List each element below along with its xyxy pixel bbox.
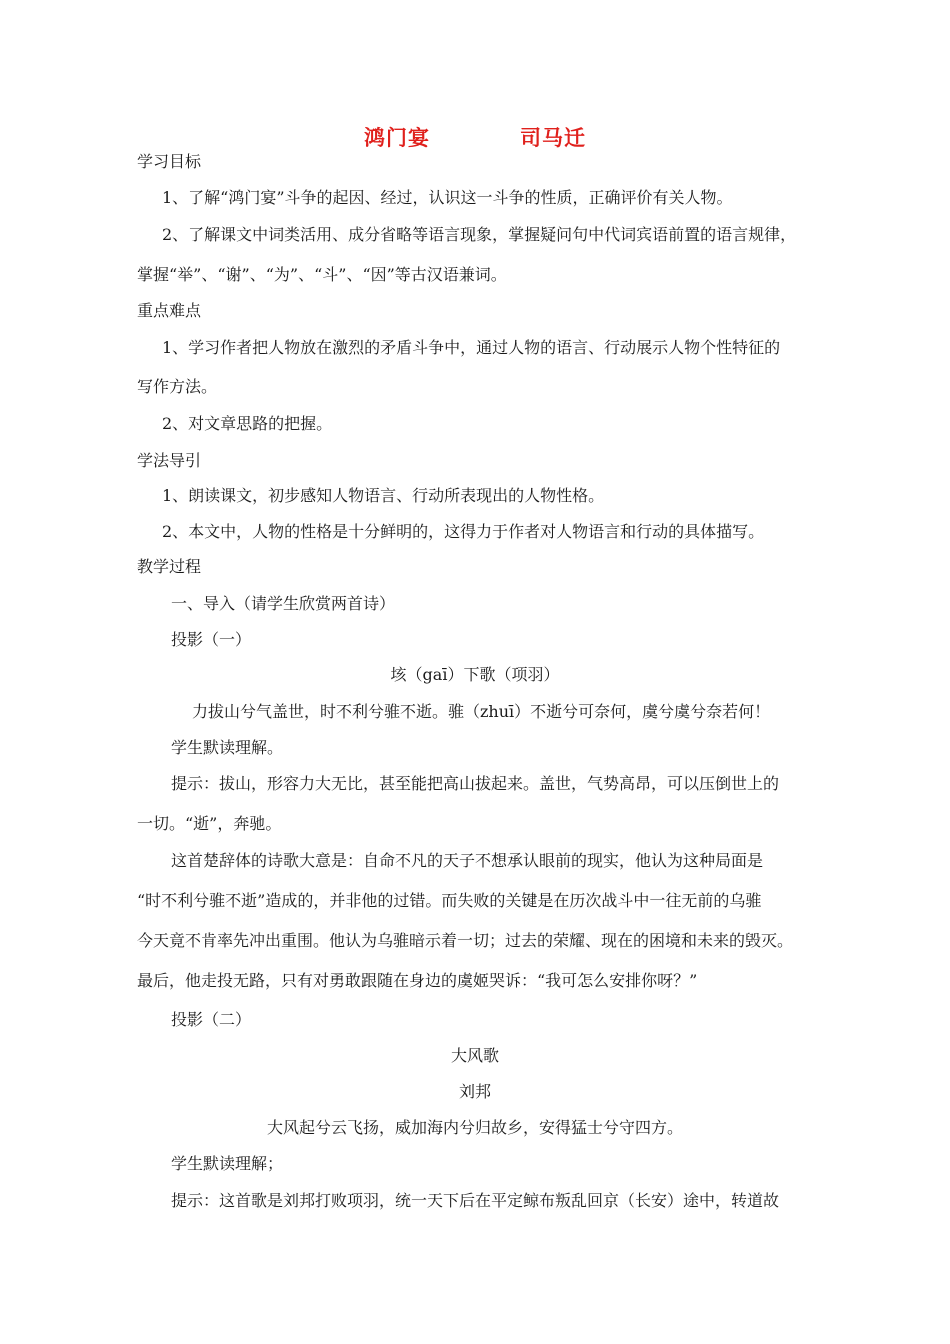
- section-heading-teaching-process: 教学过程: [137, 557, 202, 576]
- paragraph: 1、了解“鸿门宴”斗争的起因、经过，认识这一斗争的性质，正确评价有关人物。: [162, 188, 733, 207]
- paragraph: 掌握“举”、“谢”、“为”、“斗”、“因”等古汉语兼词。: [137, 265, 507, 284]
- paragraph: 1、学习作者把人物放在激烈的矛盾斗争中，通过人物的语言、行动展示人物个性特征的: [162, 338, 781, 357]
- paragraph: 写作方法。: [137, 377, 218, 396]
- section-heading-objectives: 学习目标: [137, 152, 202, 171]
- section-heading-study-guide: 学法导引: [137, 451, 202, 470]
- title-main: 鸿门宴: [364, 126, 430, 150]
- section-heading-key-points: 重点难点: [137, 301, 202, 320]
- document-title: [0, 122, 950, 152]
- paragraph: 投影（一）: [171, 630, 252, 649]
- paragraph: 学生默读理解；: [171, 1154, 284, 1173]
- paragraph: 一切。“逝”，奔驰。: [137, 814, 282, 833]
- paragraph: 今天竟不肯率先冲出重围。他认为乌骓暗示着一切；过去的荣耀、现在的困境和未来的毁灭。: [137, 931, 794, 950]
- poem-title: 大风歌: [450, 1046, 499, 1065]
- poem-title: 垓（gaī）下歌（项羽）: [390, 665, 560, 684]
- paragraph: 最后，他走投无路，只有对勇敢跟随在身边的虞姬哭诉：“我可怎么安排你呀？”: [137, 971, 698, 990]
- poem-text: 大风起兮云飞扬，威加海内兮归故乡，安得猛士兮守四方。: [266, 1118, 683, 1137]
- paragraph: 2、对文章思路的把握。: [162, 414, 333, 433]
- paragraph: 2、了解课文中词类活用、成分省略等语言现象，掌握疑问句中代词宾语前置的语言规律，: [162, 225, 797, 244]
- paragraph: 2、本文中，人物的性格是十分鲜明的，这得力于作者对人物语言和行动的具体描写。: [162, 522, 765, 541]
- paragraph: 提示：拔山，形容力大无比，甚至能把高山拔起来。盖世，气势高昂，可以压倒世上的: [171, 774, 780, 793]
- paragraph: “时不利兮骓不逝”造成的，并非他的过错。而失败的关键是在历次战斗中一往无前的乌骓: [137, 891, 762, 910]
- poem-text: 力拔山兮气盖世，时不利兮骓不逝。骓（zhuī）不逝兮可奈何，虞兮虞兮奈若何！: [192, 702, 771, 721]
- paragraph: 提示：这首歌是刘邦打败项羽，统一天下后在平定鲸布叛乱回京（长安）途中，转道故: [171, 1191, 780, 1210]
- paragraph: 投影（二）: [171, 1010, 252, 1029]
- paragraph: 1、朗读课文，初步感知人物语言、行动所表现出的人物性格。: [162, 486, 605, 505]
- poem-author: 刘邦: [458, 1082, 491, 1101]
- paragraph: 这首楚辞体的诗歌大意是：自命不凡的天子不想承认眼前的现实，他认为这种局面是: [171, 851, 764, 870]
- paragraph: 一、导入（请学生欣赏两首诗）: [171, 594, 396, 613]
- title-author: 司马迁: [520, 126, 586, 150]
- paragraph: 学生默读理解。: [171, 738, 284, 757]
